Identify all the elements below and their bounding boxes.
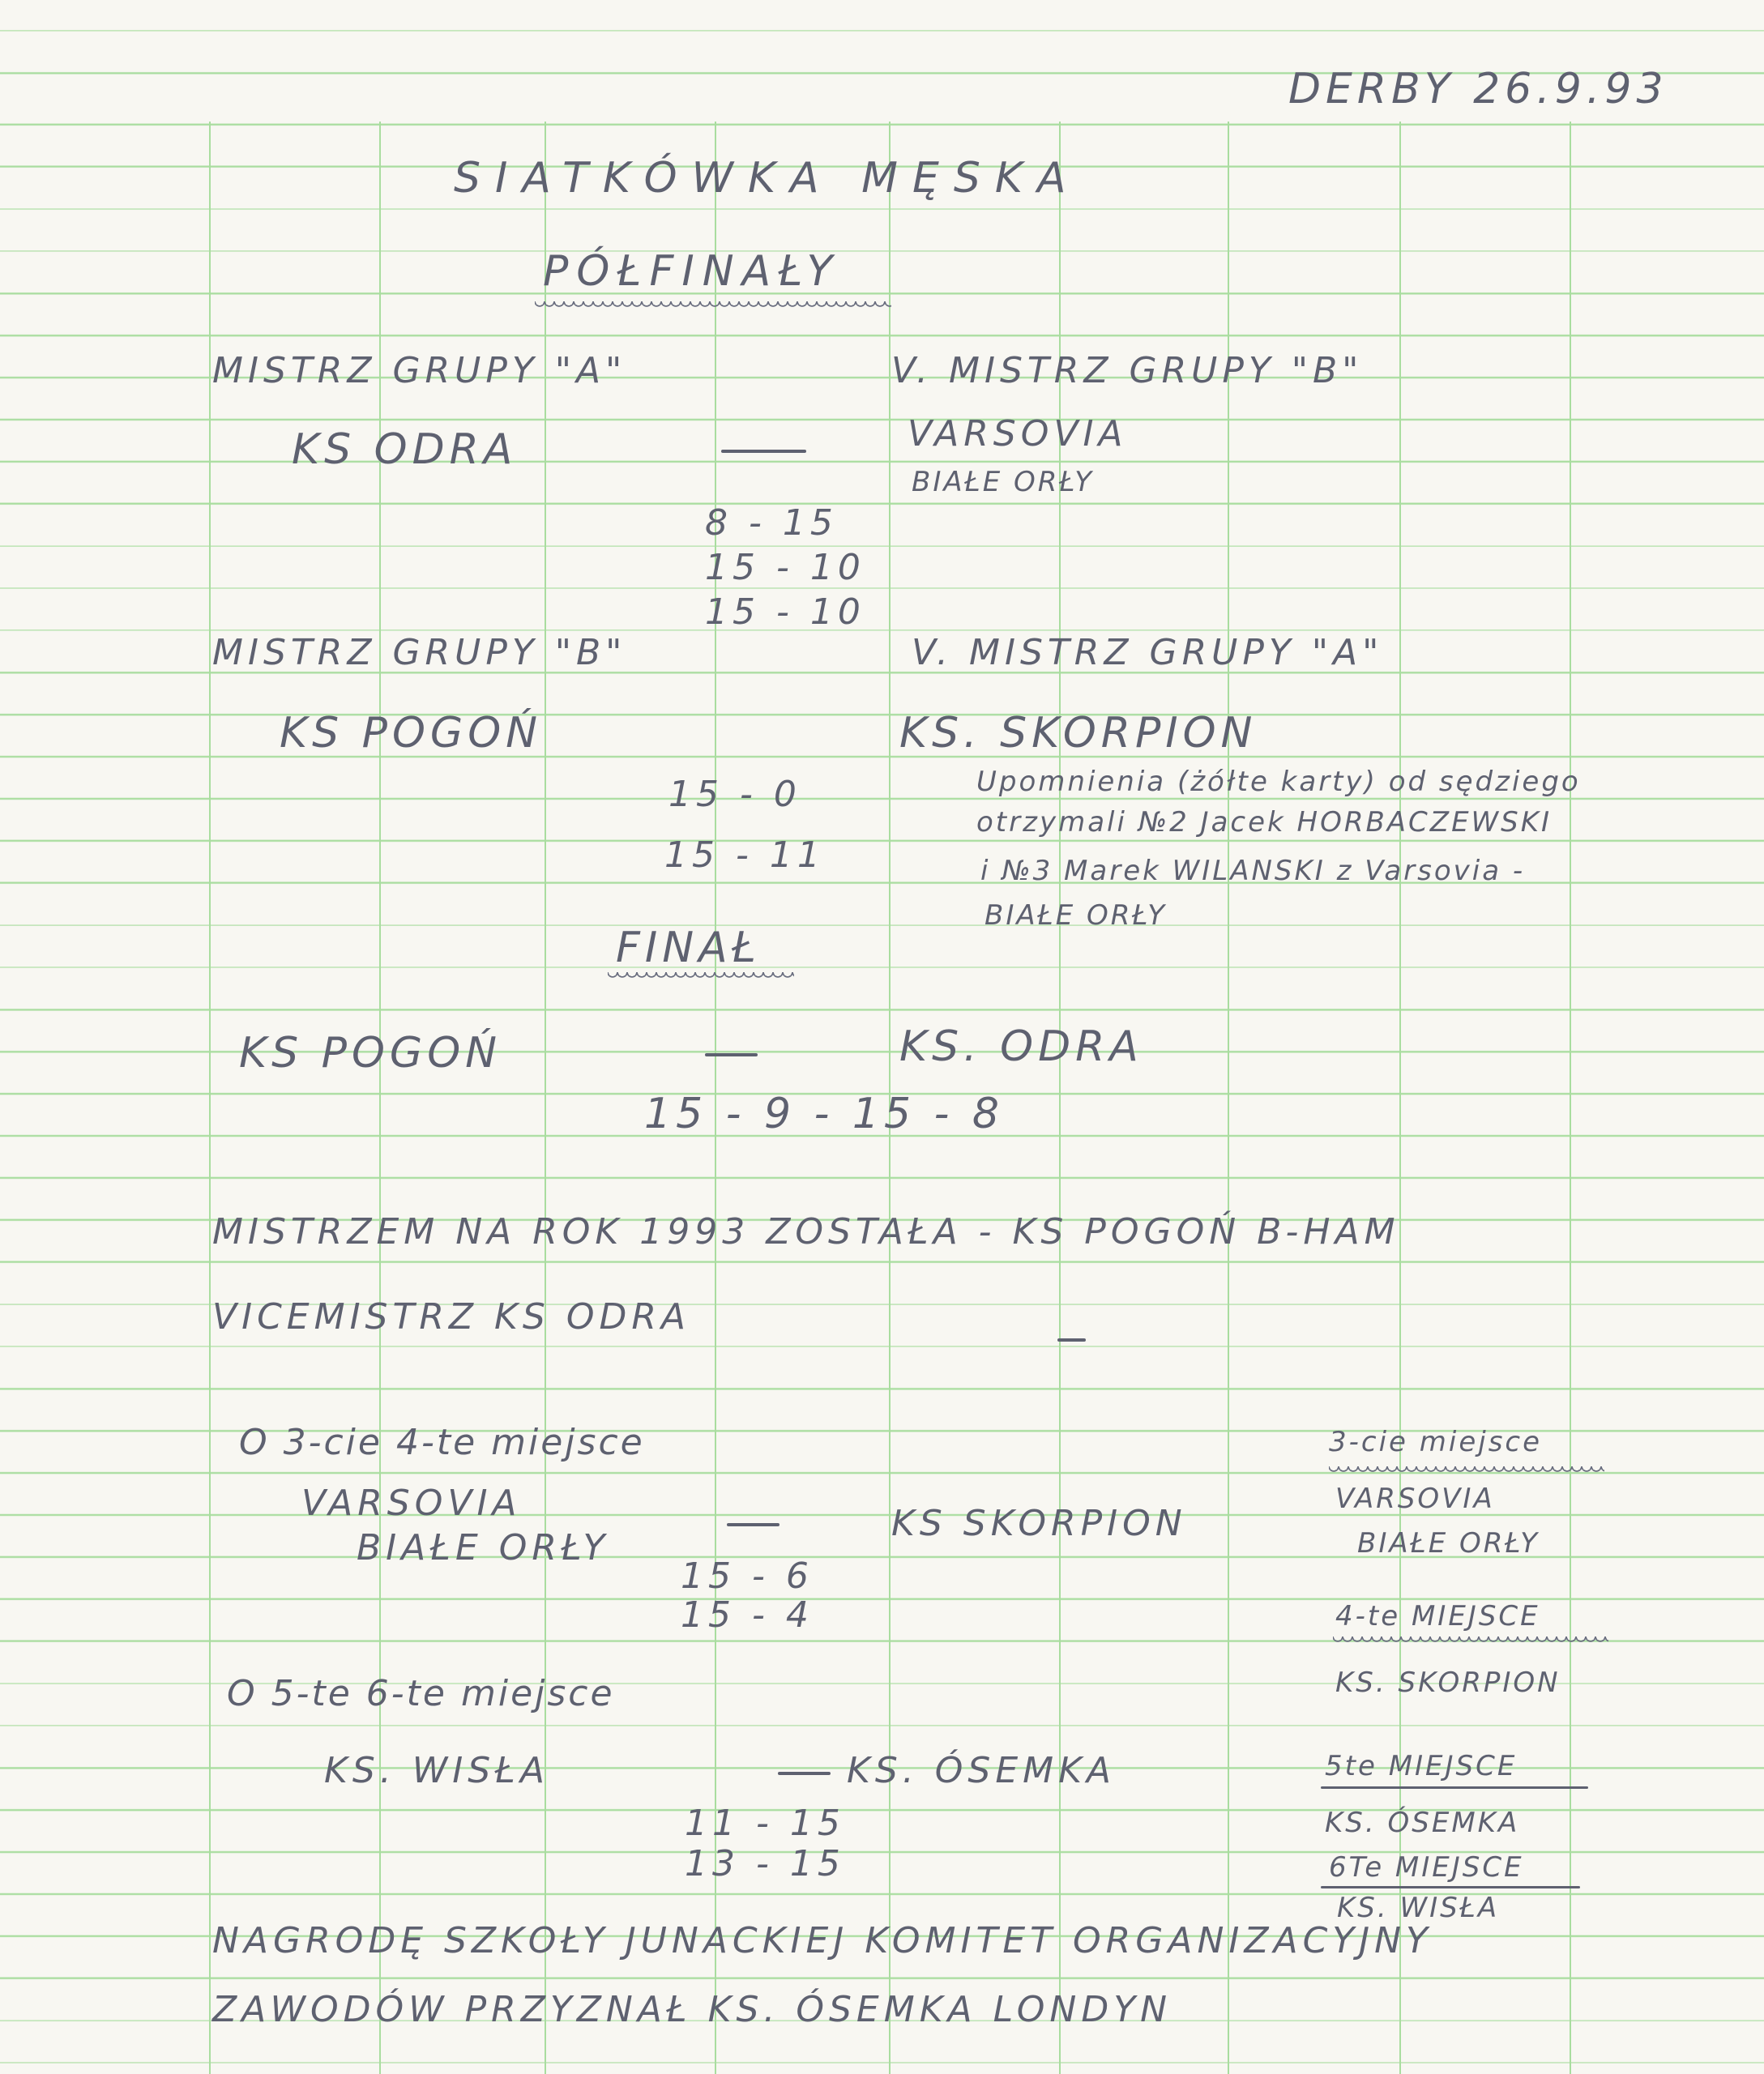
final-heading: FINAŁ: [616, 924, 761, 972]
match2-left-label: MISTRZ GRUPY "B": [212, 632, 627, 673]
final-right-team: KS. ODRA: [899, 1022, 1143, 1071]
vice-champion-line: VICEMISTRZ KS ODRA: [212, 1296, 691, 1338]
column-rule: [209, 122, 211, 2074]
match1-left-team: KS ODRA: [292, 425, 518, 474]
third-place-heading: O 3-cie 4-te miejsce: [239, 1422, 645, 1463]
award-line-1: NAGRODĘ SZKOŁY JUNACKIEJ KOMITET ORGANIZACYJNY: [212, 1920, 1433, 1961]
match1-score-1: 8 - 15: [705, 502, 838, 544]
final-scores: 15 - 9 - 15 - 8: [644, 1090, 1004, 1138]
match1-right-team-line2: BIAŁE ORŁY: [912, 466, 1095, 498]
heading-underline: [608, 972, 794, 979]
fifth-score-1: 11 - 15: [685, 1803, 845, 1844]
match2-note-line-4: BIAŁE ORŁY: [985, 899, 1168, 932]
match1-score-2: 15 - 10: [705, 547, 865, 588]
standings-place4-label: 4-te MIEJSCE: [1335, 1600, 1540, 1632]
match2-score-1: 15 - 0: [668, 774, 801, 815]
column-rule: [1228, 122, 1229, 2074]
match1-score-3: 15 - 10: [705, 591, 865, 633]
match1-right-team-line1: VARSOVIA: [908, 413, 1128, 454]
versus-dash: [721, 450, 806, 453]
versus-dash: [727, 1523, 779, 1526]
separator-dash: [1057, 1338, 1086, 1342]
label-underline: [1329, 1466, 1604, 1473]
match1-right-label: V. MISTRZ GRUPY "B": [891, 350, 1364, 391]
standings-place5-team: KS. ÓSEMKA: [1325, 1807, 1520, 1839]
match1-left-label: MISTRZ GRUPY "A": [212, 350, 627, 391]
fifth-left-team: KS. WISŁA: [324, 1750, 549, 1791]
page-title: SIATKÓWKA MĘSKA: [454, 154, 1081, 203]
champion-line: MISTRZEM NA ROK 1993 ZOSTAŁA - KS POGOŃ B-HAM: [212, 1211, 1400, 1253]
third-score-2: 15 - 4: [681, 1594, 814, 1636]
match2-note-line-1: Upomnienia (żółte karty) od sędziego: [976, 766, 1581, 798]
column-rule: [1570, 122, 1571, 2074]
match2-left-team: KS POGOŃ: [280, 709, 543, 757]
standings-place3-team-line1: VARSOVIA: [1335, 1483, 1495, 1515]
third-left-team-line1: VARSOVIA: [301, 1483, 522, 1524]
match2-note-line-2: otrzymali №2 Jacek HORBACZEWSKI: [976, 806, 1553, 839]
label-underline: [1333, 1637, 1608, 1643]
match2-note-line-3: i №3 Marek WILANSKI z Varsovia -: [980, 855, 1526, 887]
heading-underline: [535, 301, 891, 308]
label-underline: [1321, 1786, 1588, 1789]
match2-score-2: 15 - 11: [664, 834, 825, 876]
match2-right-team: KS. SKORPION: [899, 709, 1258, 757]
final-left-team: KS POGOŃ: [239, 1029, 502, 1078]
standings-place3-team-line2: BIAŁE ORŁY: [1357, 1527, 1540, 1560]
match2-right-label: V. MISTRZ GRUPY "A": [912, 632, 1384, 673]
fifth-right-team: KS. ÓSEMKA: [847, 1750, 1117, 1791]
fifth-place-heading: O 5-te 6-te miejsce: [227, 1673, 615, 1714]
standings-place5-label: 5te MIEJSCE: [1325, 1750, 1518, 1782]
third-score-1: 15 - 6: [681, 1556, 814, 1597]
label-underline: [1321, 1886, 1580, 1888]
award-line-2: ZAWODÓW PRZYZNAŁ KS. ÓSEMKA LONDYN: [212, 1989, 1172, 2030]
fifth-score-2: 13 - 15: [685, 1843, 845, 1884]
versus-dash: [705, 1053, 758, 1056]
semifinals-heading: PÓŁFINAŁY: [543, 247, 841, 296]
standings-place6-team: KS. WISŁA: [1337, 1892, 1500, 1924]
standings-place3-label: 3-cie miejsce: [1329, 1426, 1543, 1458]
versus-dash: [778, 1772, 831, 1775]
third-left-team-line2: BIAŁE ORŁY: [357, 1527, 610, 1568]
standings-place4-team: KS. SKORPION: [1335, 1666, 1561, 1699]
third-right-team: KS SKORPION: [891, 1503, 1187, 1544]
date-header: DERBY 26.9.93: [1288, 65, 1668, 113]
standings-place6-label: 6Te MIEJSCE: [1329, 1851, 1524, 1884]
